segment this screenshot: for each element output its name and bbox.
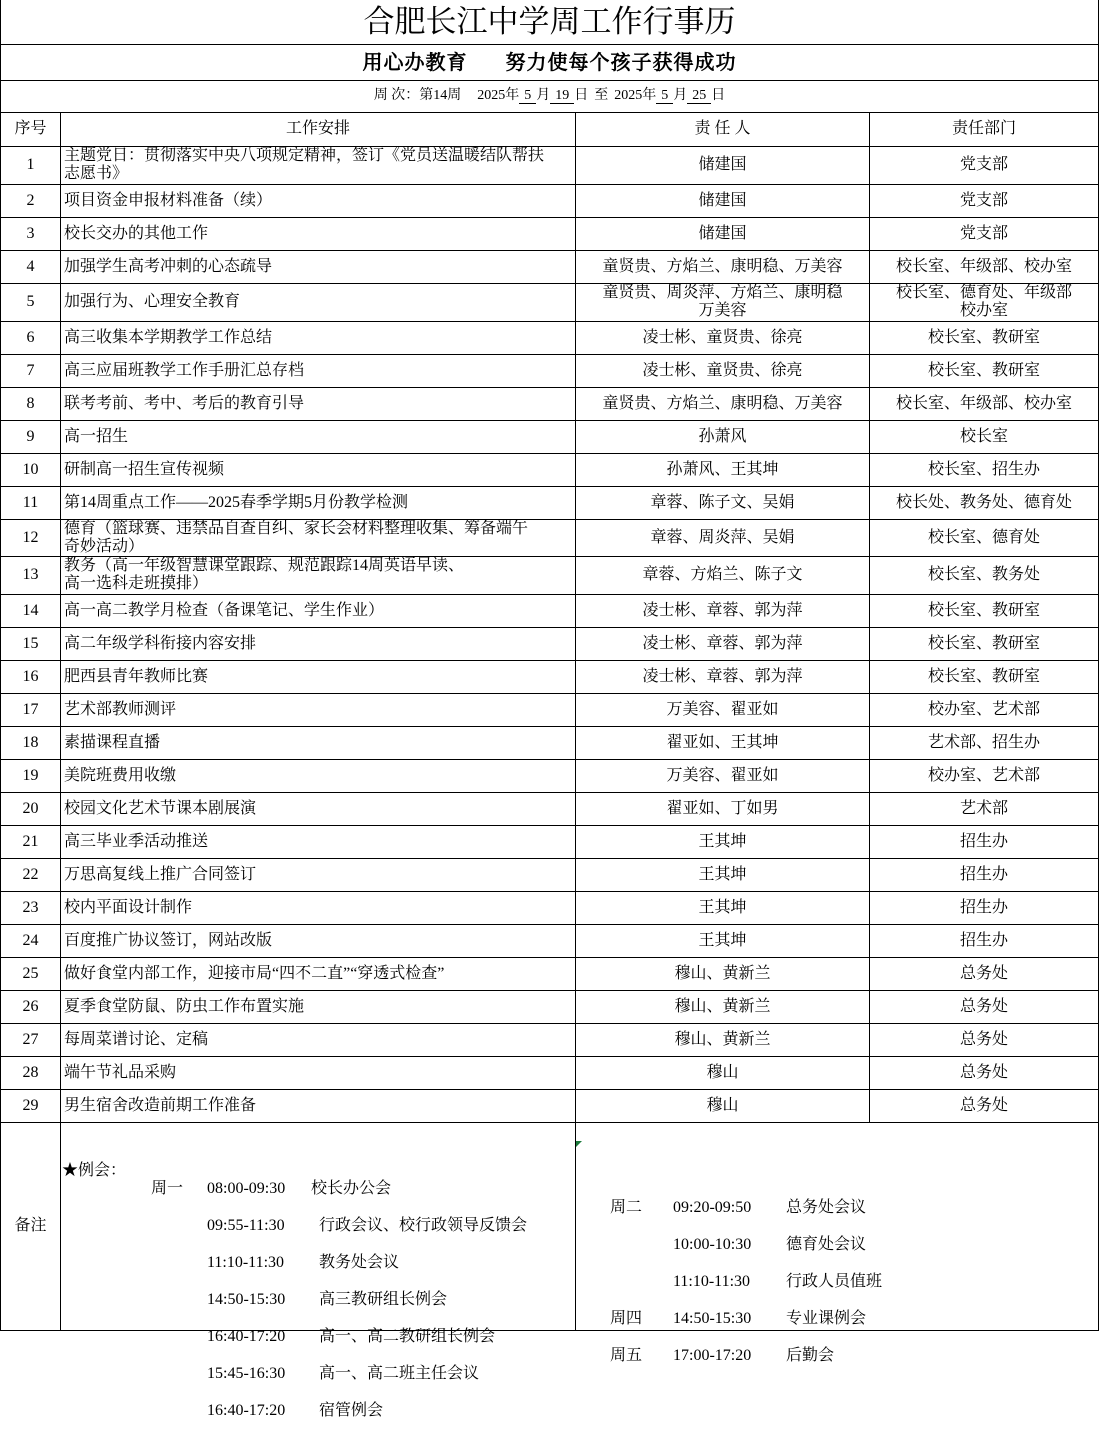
task-cell: 素描课程直播: [61, 726, 576, 759]
meeting-lines-right: [576, 1180, 1098, 1383]
responsible-person-cell: 凌士彬、章蓉、郭为萍: [576, 660, 870, 693]
meeting-event: 教务处会议: [319, 1253, 400, 1271]
table-row: [1, 825, 1099, 858]
row-number: 19: [1, 759, 61, 792]
responsible-department-cell: 校长处、教务处、德育处: [870, 486, 1099, 519]
week-number: 周 次：第14周: [373, 88, 462, 103]
row-number: 4: [1, 250, 61, 283]
task-cell: 校园文化艺术节课本剧展演: [61, 792, 576, 825]
row-number: 7: [1, 354, 61, 387]
row-number: 6: [1, 321, 61, 354]
meeting-time: 16:40-17:20: [207, 1401, 286, 1419]
table-row: [1, 184, 1099, 217]
meeting-event: 高一、高二班主任会议: [319, 1364, 480, 1382]
day-unit: 日: [711, 88, 726, 103]
row-number: 13: [1, 556, 61, 594]
meeting-event: 德育处会议: [786, 1235, 867, 1253]
meeting-intro: ★例会：: [62, 1161, 127, 1179]
responsible-person-cell: 凌士彬、章蓉、郭为萍: [576, 594, 870, 627]
responsible-department-cell: 校长室: [870, 420, 1099, 453]
table-row: [1, 1056, 1099, 1089]
column-header-department: 责任部门: [870, 112, 1099, 146]
task-cell: 高三应届班教学工作手册汇总存档: [61, 354, 576, 387]
row-number: 10: [1, 453, 61, 486]
table-row: [1, 627, 1099, 660]
row-number: 3: [1, 217, 61, 250]
meeting-event: 高三教研组长例会: [319, 1290, 448, 1308]
responsible-person-cell: 储建国: [576, 217, 870, 250]
row-number: 1: [1, 146, 61, 184]
column-header-person: 责 任 人: [576, 112, 870, 146]
motto-row: [1, 44, 1099, 80]
responsible-person-cell: 穆山、黄新兰: [576, 1023, 870, 1056]
meeting-line: [61, 1327, 575, 1346]
meeting-event: 宿管例会: [319, 1401, 384, 1419]
responsible-person-cell: 储建国: [576, 184, 870, 217]
end-month: 5: [656, 89, 673, 104]
row-number: 16: [1, 660, 61, 693]
start-year: 2025年: [477, 88, 520, 103]
responsible-department-cell: 总务处: [870, 990, 1099, 1023]
table-row: [1, 990, 1099, 1023]
table-row: [1, 1023, 1099, 1056]
responsible-department-cell: 校长室、年级部、校办室: [870, 250, 1099, 283]
task-cell: 做好食堂内部工作，迎接市局“四不二直”“穿透式检查”: [61, 957, 576, 990]
table-row: [1, 1089, 1099, 1122]
meeting-time: 08:00-09:30: [207, 1179, 286, 1197]
responsible-department-cell: 校长室、招生办: [870, 453, 1099, 486]
responsible-person-cell: 翟亚如、王其坤: [576, 726, 870, 759]
month-unit: 月: [673, 88, 688, 103]
table-row: [1, 891, 1099, 924]
meeting-event: 专业课例会: [786, 1309, 867, 1327]
row-number: 24: [1, 924, 61, 957]
meeting-event: 行政人员值班: [786, 1272, 883, 1290]
start-day: 19: [550, 89, 574, 104]
task-cell: 联考考前、考中、考后的教育引导: [61, 387, 576, 420]
end-year: 2025年: [614, 88, 657, 103]
responsible-person-cell: 王其坤: [576, 858, 870, 891]
responsible-department-cell: 校长室、教研室: [870, 660, 1099, 693]
table-row: [1, 924, 1099, 957]
responsible-person-cell: 章蓉、周炎萍、吴娟: [576, 519, 870, 556]
responsible-person-cell: 凌士彬、童贤贵、徐亮: [576, 321, 870, 354]
table-row: [1, 556, 1099, 594]
responsible-person-cell: 童贤贵、方焰兰、康明稳、万美容: [576, 250, 870, 283]
responsible-person-cell: 万美容、翟亚如: [576, 759, 870, 792]
meeting-time: 15:45-16:30: [207, 1364, 286, 1382]
end-day: 25: [687, 89, 711, 104]
motto-banner: [1, 44, 1099, 80]
motto-part-2: 努力使每个孩子获得成功: [505, 50, 737, 74]
row-number: 8: [1, 387, 61, 420]
responsible-department-cell: 艺术部: [870, 792, 1099, 825]
responsible-person-cell: 童贤贵、方焰兰、康明稳、万美容: [576, 387, 870, 420]
responsible-person-cell: 王其坤: [576, 891, 870, 924]
row-number: 22: [1, 858, 61, 891]
table-row: [1, 957, 1099, 990]
row-number: 23: [1, 891, 61, 924]
meeting-time: 10:00-10:30: [673, 1235, 752, 1253]
column-header-number: 序号: [1, 112, 61, 146]
task-cell: 肥西县青年教师比赛: [61, 660, 576, 693]
meeting-schedule-right-box: [576, 1141, 1098, 1364]
meeting-schedule-left: [61, 1122, 576, 1419]
table-row: [1, 759, 1099, 792]
meeting-day: 周五: [610, 1346, 643, 1364]
responsible-department-cell: 总务处: [870, 957, 1099, 990]
responsible-department-cell: 招生办: [870, 924, 1099, 957]
meeting-line: [61, 1216, 575, 1235]
responsible-person-cell: 凌士彬、童贤贵、徐亮: [576, 354, 870, 387]
task-cell: 加强行为、心理安全教育: [61, 283, 576, 321]
responsible-person-cell: 童贤贵、周炎萍、方焰兰、康明稳 万美容: [576, 283, 870, 321]
responsible-person-cell: 孙萧风: [576, 420, 870, 453]
responsible-person-cell: 穆山、黄新兰: [576, 957, 870, 990]
meeting-line: [61, 1401, 575, 1420]
responsible-department-cell: 校长室、德育处、年级部 校办室: [870, 283, 1099, 321]
table-row: [1, 387, 1099, 420]
table-row: [1, 693, 1099, 726]
row-number: 21: [1, 825, 61, 858]
responsible-department-cell: 校办室、艺术部: [870, 759, 1099, 792]
meeting-line: [576, 1346, 1098, 1365]
row-number: 29: [1, 1089, 61, 1122]
responsible-department-cell: 校办室、艺术部: [870, 693, 1099, 726]
responsible-department-cell: 校长室、年级部、校办室: [870, 387, 1099, 420]
table-row: [1, 726, 1099, 759]
table-row: [1, 486, 1099, 519]
task-cell: 夏季食堂防鼠、防虫工作布置实施: [61, 990, 576, 1023]
start-month: 5: [519, 89, 536, 104]
responsible-department-cell: 招生办: [870, 891, 1099, 924]
table-row: [1, 354, 1099, 387]
week-info: [1, 80, 1099, 112]
task-cell: 加强学生高考冲刺的心态疏导: [61, 250, 576, 283]
row-number: 20: [1, 792, 61, 825]
table-row: [1, 858, 1099, 891]
task-cell: 项目资金申报材料准备（续）: [61, 184, 576, 217]
row-number: 27: [1, 1023, 61, 1056]
row-number: 11: [1, 486, 61, 519]
meeting-event: 行政会议、校行政领导反馈会: [319, 1216, 528, 1234]
month-unit: 月: [536, 88, 551, 103]
table-row: [1, 594, 1099, 627]
task-cell: 第14周重点工作——2025春季学期5月份教学检测: [61, 486, 576, 519]
meeting-time: 11:10-11:30: [207, 1253, 285, 1271]
row-number: 17: [1, 693, 61, 726]
column-header-task: 工作安排: [61, 112, 576, 146]
table-row: [1, 217, 1099, 250]
row-number: 12: [1, 519, 61, 556]
row-number: 14: [1, 594, 61, 627]
table-row: [1, 420, 1099, 453]
task-cell: 端午节礼品采购: [61, 1056, 576, 1089]
responsible-person-cell: 储建国: [576, 146, 870, 184]
row-number: 9: [1, 420, 61, 453]
meeting-line: [576, 1198, 1098, 1217]
row-number: 15: [1, 627, 61, 660]
row-number: 5: [1, 283, 61, 321]
responsible-person-cell: 章蓉、陈子文、吴娟: [576, 486, 870, 519]
task-cell: 艺术部教师测评: [61, 693, 576, 726]
table-row: [1, 250, 1099, 283]
notes-label: 备注: [1, 1122, 61, 1330]
task-cell: 百度推广协议签订，网站改版: [61, 924, 576, 957]
responsible-department-cell: 校长室、教研室: [870, 321, 1099, 354]
task-cell: 高二年级学科衔接内容安排: [61, 627, 576, 660]
responsible-person-cell: 孙萧风、王其坤: [576, 453, 870, 486]
header-row: [1, 112, 1099, 146]
date-separator: 至: [594, 88, 609, 103]
task-cell: 校长交办的其他工作: [61, 217, 576, 250]
responsible-department-cell: 总务处: [870, 1089, 1099, 1122]
meeting-lines-left: [61, 1161, 575, 1438]
responsible-department-cell: 招生办: [870, 825, 1099, 858]
meeting-line: [576, 1309, 1098, 1328]
row-number: 28: [1, 1056, 61, 1089]
page-title: 合肥长江中学周工作行事历: [1, 0, 1099, 44]
responsible-person-cell: 穆山: [576, 1056, 870, 1089]
responsible-department-cell: 校长室、德育处: [870, 519, 1099, 556]
task-cell: 高一高二教学月检查（备课笔记、学生作业）: [61, 594, 576, 627]
responsible-department-cell: 党支部: [870, 217, 1099, 250]
responsible-department-cell: 党支部: [870, 184, 1099, 217]
motto-part-1: 用心办教育: [362, 50, 468, 74]
meeting-line: [61, 1364, 575, 1383]
table-row: [1, 146, 1099, 184]
responsible-person-cell: 穆山: [576, 1089, 870, 1122]
week-row: [1, 80, 1099, 112]
meeting-line: [576, 1272, 1098, 1291]
table-row: [1, 519, 1099, 556]
meeting-time: 17:00-17:20: [673, 1346, 752, 1364]
meeting-line: [61, 1290, 575, 1309]
task-cell: 每周菜谱讨论、定稿: [61, 1023, 576, 1056]
responsible-person-cell: 章蓉、方焰兰、陈子文: [576, 556, 870, 594]
responsible-person-cell: 凌士彬、章蓉、郭为萍: [576, 627, 870, 660]
meeting-line: [576, 1235, 1098, 1254]
responsible-person-cell: 王其坤: [576, 825, 870, 858]
meeting-line: [61, 1179, 575, 1198]
table-row: [1, 453, 1099, 486]
responsible-department-cell: 校长室、教研室: [870, 627, 1099, 660]
cell-indicator-icon: [576, 1141, 582, 1147]
meeting-event: 后勤会: [786, 1346, 835, 1364]
responsible-person-cell: 王其坤: [576, 924, 870, 957]
task-cell: 高一招生: [61, 420, 576, 453]
meeting-time: 11:10-11:30: [673, 1272, 751, 1290]
task-cell: 高三毕业季活动推送: [61, 825, 576, 858]
meeting-event: 高一、高二教研组长例会: [319, 1327, 496, 1345]
task-cell: 美院班费用收缴: [61, 759, 576, 792]
table-row: [1, 283, 1099, 321]
meeting-time: 14:50-15:30: [207, 1290, 286, 1308]
task-cell: 万思高复线上推广合同签订: [61, 858, 576, 891]
table-row: [1, 321, 1099, 354]
notes-row: [1, 1122, 1099, 1330]
meeting-time: 09:20-09:50: [673, 1198, 752, 1216]
row-number: 25: [1, 957, 61, 990]
meeting-time: 14:50-15:30: [673, 1309, 752, 1327]
task-cell: 研制高一招生宣传视频: [61, 453, 576, 486]
meeting-day: 周一: [151, 1179, 184, 1197]
responsible-department-cell: 艺术部、招生办: [870, 726, 1099, 759]
task-cell: 男生宿舍改造前期工作准备: [61, 1089, 576, 1122]
responsible-department-cell: 校长室、教研室: [870, 354, 1099, 387]
row-number: 2: [1, 184, 61, 217]
task-cell: 校内平面设计制作: [61, 891, 576, 924]
row-number: 26: [1, 990, 61, 1023]
responsible-person-cell: 万美容、翟亚如: [576, 693, 870, 726]
meeting-time: 09:55-11:30: [207, 1216, 285, 1234]
task-cell: 高三收集本学期教学工作总结: [61, 321, 576, 354]
responsible-department-cell: 总务处: [870, 1056, 1099, 1089]
task-cell: 主题党日：贯彻落实中央八项规定精神，签订《党员送温暖结队帮扶 志愿书》: [61, 146, 576, 184]
day-unit: 日: [574, 88, 589, 103]
meeting-event: 总务处会议: [786, 1198, 867, 1216]
title-row: [1, 0, 1099, 44]
meeting-day: 周四: [610, 1309, 643, 1327]
table-row: [1, 792, 1099, 825]
meeting-schedule-right: [576, 1122, 1099, 1364]
responsible-department-cell: 招生办: [870, 858, 1099, 891]
responsible-department-cell: 校长室、教研室: [870, 594, 1099, 627]
meeting-line: [61, 1253, 575, 1272]
responsible-person-cell: 穆山、黄新兰: [576, 990, 870, 1023]
meeting-time: 16:40-17:20: [207, 1327, 286, 1345]
task-cell: 德育（篮球赛、违禁品自查自纠、家长会材料整理收集、筹备端午 奇妙活动）: [61, 519, 576, 556]
responsible-department-cell: 总务处: [870, 1023, 1099, 1056]
responsible-department-cell: 校长室、教务处: [870, 556, 1099, 594]
responsible-person-cell: 翟亚如、丁如男: [576, 792, 870, 825]
meeting-event: 校长办公会: [311, 1179, 392, 1197]
task-cell: 教务（高一年级智慧课堂跟踪、规范跟踪14周英语早读、 高一选科走班摸排）: [61, 556, 576, 594]
responsible-department-cell: 党支部: [870, 146, 1099, 184]
row-number: 18: [1, 726, 61, 759]
meeting-schedule-left-box: [61, 1141, 575, 1419]
table-row: [1, 660, 1099, 693]
meeting-day: 周二: [610, 1198, 643, 1216]
